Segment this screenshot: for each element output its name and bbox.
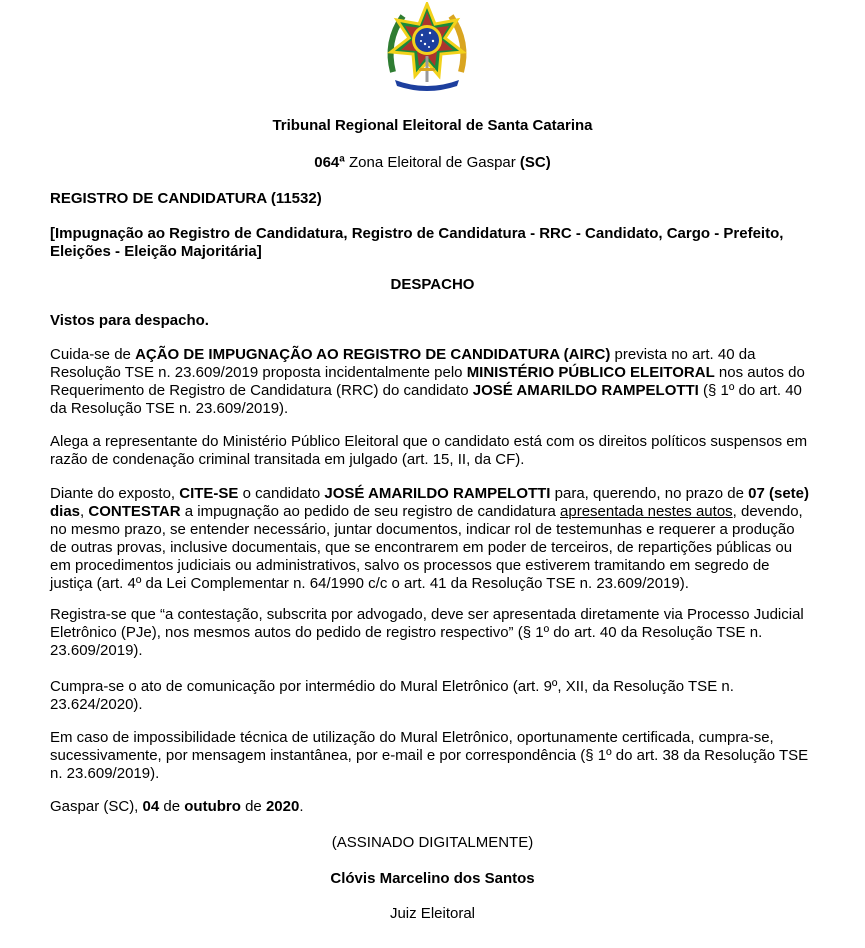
closing-date: Gaspar (SC), 04 de outubro de 2020.: [50, 798, 304, 815]
opening-line: Vistos para despacho.: [50, 312, 209, 329]
zone-text: Zona Eleitoral de Gaspar: [344, 154, 520, 171]
document-type: DESPACHO: [390, 276, 475, 293]
signer-role: Juiz Eleitoral: [389, 905, 476, 922]
case-subject: [Impugnação ao Registro de Candidatura, Registro de Candidatura - RRC - Candidato, Cargo - Prefeito, Eleições - Eleição Majoritária]: [50, 225, 784, 260]
case-title: REGISTRO DE CANDIDATURA (11532): [50, 190, 322, 207]
signature-note: (ASSINADO DIGITALMENTE): [331, 834, 534, 851]
zone-state: (SC): [519, 154, 551, 171]
zone-number: 064ª: [314, 154, 345, 171]
paragraph-1: Cuida-se de AÇÃO DE IMPUGNAÇÃO AO REGISTRO DE CANDIDATURA (AIRC) prevista no art. 40 da Resolução TSE n. 23.609/2019 proposta incidentalmente pelo MINISTÉRIO PÚBLICO ELEITORAL nos autos do Requerimento de Registro de Candidatura (RRC) do candidato JOSÉ AMARILDO RAMPELOTTI (§ 1º do art. 40 da Resolução TSE n. 23.609/2019).: [50, 346, 805, 417]
paragraph-4: Registra-se que “a contestação, subscrita por advogado, deve ser apresentada diretamente via Processo Judicial Eletrônico (PJe), nos mesmos autos do pedido de registro respectivo” (§ 1º do art. 40 da Resolução TSE n. 23.609/2019).: [50, 606, 804, 659]
paragraph-3: Diante do exposto, CITE-SE o candidato JOSÉ AMARILDO RAMPELOTTI para, querendo, no prazo de 07 (sete) dias, CONTESTAR a impugnação ao pedido de seu registro de candidatura apresentada nestes autos, devendo, no mesmo prazo, se entender necessário, juntar documentos, indicar rol de testemunhas e requerer a produção de outras provas, inclusive documentais, que se encontrarem em poder de terceiros, de repartições públicas ou em procedimentos judiciais ou administrativos, salvo os processos que estiverem tramitando em segredo de justiça (art. 4º da Lei Complementar n. 64/1990 c/c o art. 41 da Resolução TSE n. 23.609/2019).: [50, 485, 810, 592]
electoral-zone: [50, 154, 815, 172]
signer-name: Clóvis Marcelino dos Santos: [330, 870, 535, 887]
court-name: Tribunal Regional Eleitoral de Santa Catarina: [272, 117, 593, 134]
paragraph-6: Em caso de impossibilidade técnica de utilização do Mural Eletrônico, oportunamente certificada, cumpra-se, sucessivamente, por mensagem instantânea, por e-mail e por correspondência (§ 1º do art. 38 da Resolução TSE n. 23.609/2019).: [50, 729, 809, 782]
paragraph-5: Cumpra-se o ato de comunicação por intermédio do Mural Eletrônico (art. 9º, XII, da Resolução TSE n. 23.624/2020).: [50, 678, 734, 713]
paragraph-2: Alega a representante do Ministério Público Eleitoral que o candidato está com os direitos políticos suspensos em razão de condenação criminal transitada em julgado (art. 15, II, da CF).: [50, 433, 808, 468]
brazil-coat-of-arms-icon: [381, 2, 473, 94]
